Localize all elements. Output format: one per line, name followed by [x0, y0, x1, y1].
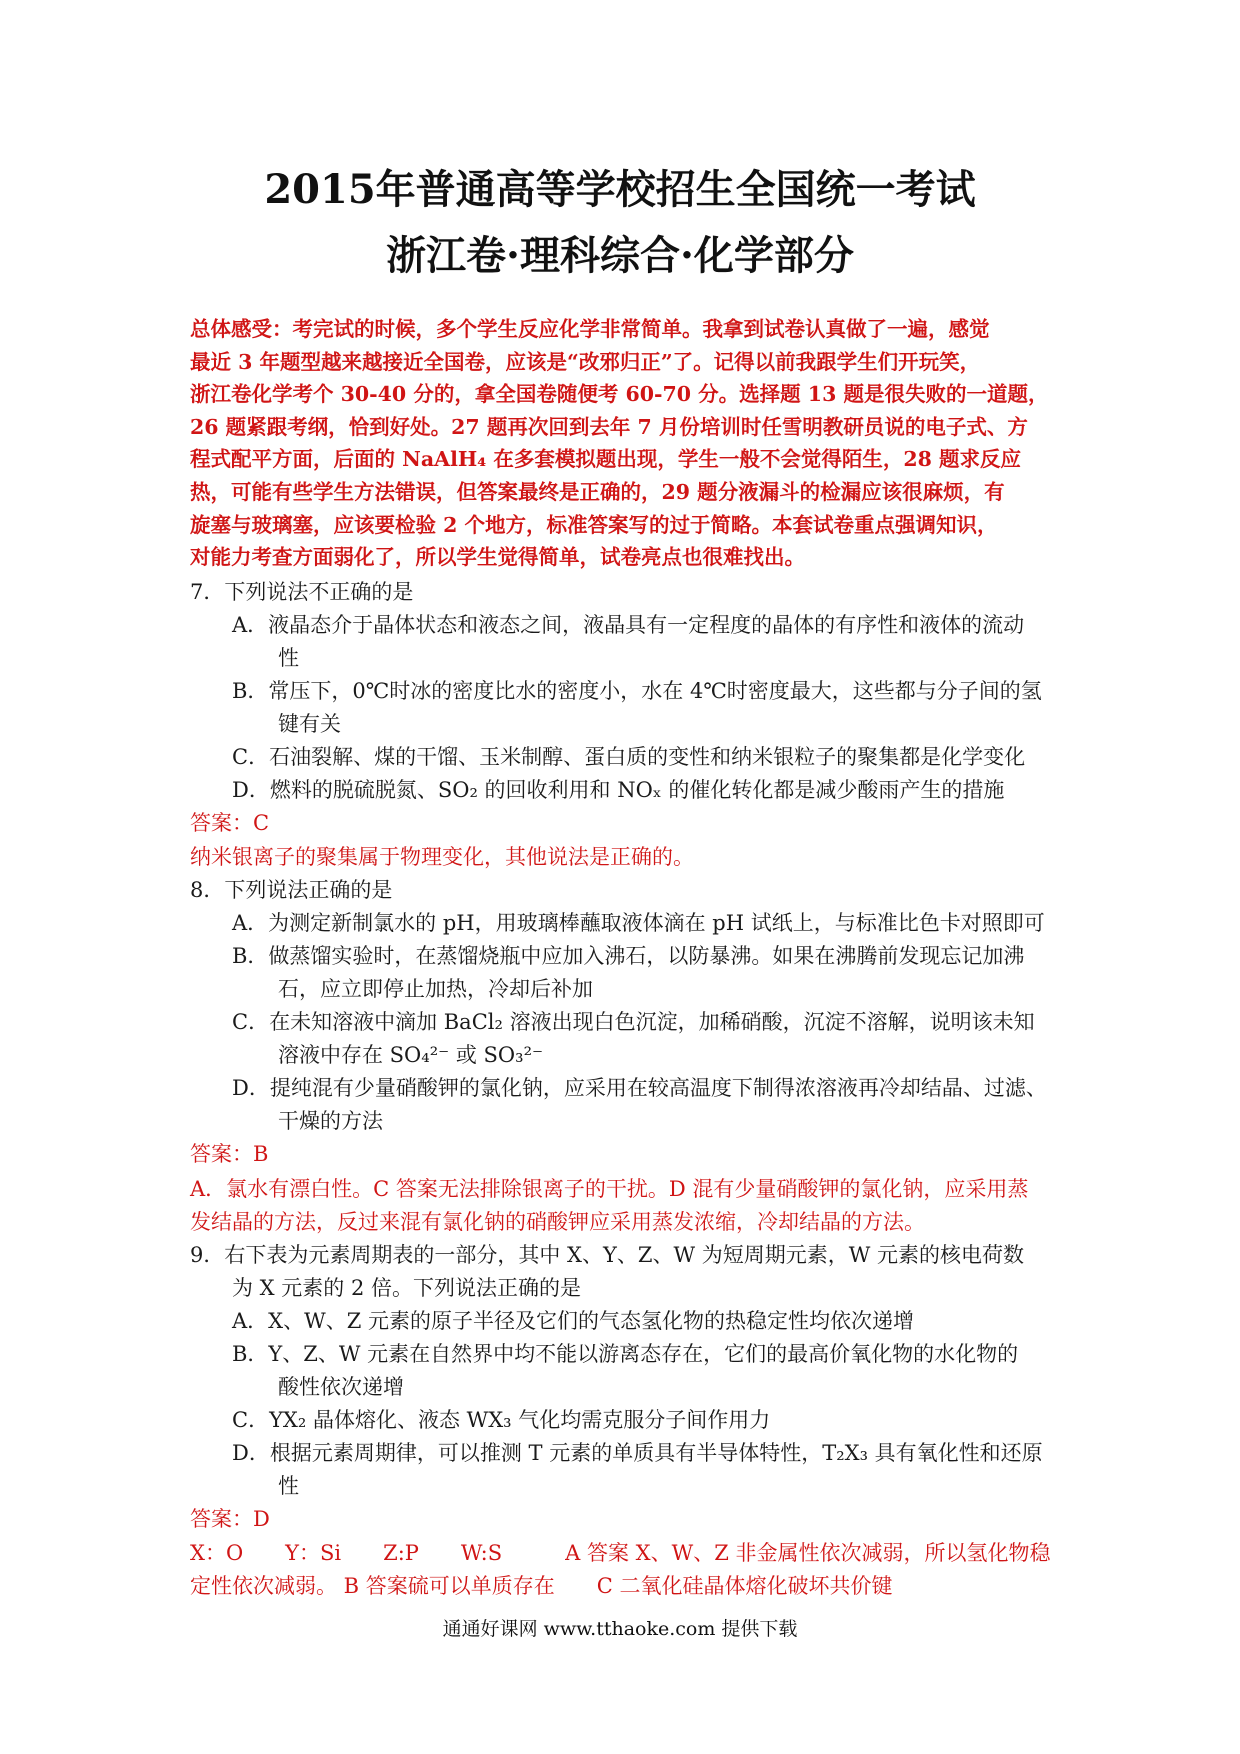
- question-8-explanation: A．氯水有漂白性。C 答案无法排除银离子的干扰。D 混有少量硝酸钾的氯化钠，应采用蒸: [190, 1177, 1029, 1201]
- question-8-stem: 8．下列说法正确的是: [190, 878, 393, 902]
- question-8-explanation-cont: 发结晶的方法，反过来混有氯化钠的硝酸钾应采用蒸发浓缩，冷却结晶的方法。: [190, 1210, 925, 1234]
- question-9-option-d: D．根据元素周期律，可以推测 T 元素的单质具有半导体特性，T₂X₃ 具有氧化性和还原: [232, 1441, 1043, 1465]
- question-8-option-c-cont: 溶液中存在 SO₄²⁻ 或 SO₃²⁻: [278, 1043, 544, 1067]
- page-subtitle: 浙江卷·理科综合·化学部分: [386, 232, 854, 279]
- question-7-option-b: B．常压下，0℃时冰的密度比水的密度小，水在 4℃时密度最大，这些都与分子间的氢: [232, 679, 1042, 703]
- question-9-option-b-cont: 酸性依次递增: [278, 1375, 404, 1399]
- question-8-option-b-cont: 石，应立即停止加热，冷却后补加: [278, 977, 593, 1001]
- question-9-option-d-cont: 性: [278, 1474, 299, 1498]
- question-7-option-c: C．石油裂解、煤的干馏、玉米制醇、蛋白质的变性和纳米银粒子的聚集都是化学变化: [232, 745, 1026, 769]
- question-7-option-d: D．燃料的脱硫脱氮、SO₂ 的回收利用和 NOₓ 的催化转化都是减少酸雨产生的措施: [232, 778, 1005, 802]
- question-9-option-c: C．YX₂ 晶体熔化、液态 WX₃ 气化均需克服分子间作用力: [232, 1408, 771, 1432]
- summary-line: 程式配平方面，后面的 NaAlH₄ 在多套模拟题出现，学生一般不会觉得陌生，28 题求反应: [190, 447, 1021, 472]
- question-8-option-d: D．提纯混有少量硝酸钾的氯化钠，应采用在较高温度下制得浓溶液再冷却结晶、过滤、: [232, 1076, 1047, 1100]
- question-8-option-c: C．在未知溶液中滴加 BaCl₂ 溶液出现白色沉淀，加稀硝酸，沉淀不溶解，说明该未知: [232, 1010, 1035, 1034]
- question-9-stem-cont: 为 X 元素的 2 倍。下列说法正确的是: [232, 1276, 582, 1300]
- question-7-explanation: 纳米银离子的聚集属于物理变化，其他说法是正确的。: [190, 845, 694, 869]
- summary-line: 热，可能有些学生方法错误，但答案最终是正确的，29 题分液漏斗的检漏应该很麻烦，有: [190, 479, 1005, 504]
- question-9-answer: 答案：D: [190, 1507, 270, 1531]
- question-7-answer: 答案：C: [190, 811, 270, 835]
- summary-line: 对能力考查方面弱化了，所以学生觉得简单，试卷亮点也很难找出。: [190, 545, 805, 570]
- question-9-explanation-cont: 定性依次减弱。 B 答案硫可以单质存在 C 二氧化硅晶体熔化破坏共价键: [190, 1574, 893, 1598]
- summary-line: 26 题紧跟考纲，恰到好处。27 题再次回到去年 7 月份培训时任雪明教研员说的电子式、方: [190, 414, 1028, 439]
- question-8-answer: 答案：B: [190, 1142, 269, 1166]
- summary-line: 浙江卷化学考个 30-40 分的，拿全国卷随便考 60-70 分。选择题 13 题是很失败的一道题，: [190, 382, 1049, 407]
- question-7-option-a-cont: 性: [278, 646, 299, 670]
- question-7-stem: 7．下列说法不正确的是: [190, 580, 414, 604]
- summary-line: 总体感受：考完试的时候，多个学生反应化学非常简单。我拿到试卷认真做了一遍，感觉: [190, 317, 990, 341]
- question-9-stem: 9．右下表为元素周期表的一部分，其中 X、Y、Z、W 为短周期元素，W 元素的核电荷数: [190, 1243, 1024, 1267]
- summary-line: 旋塞与玻璃塞，应该要检验 2 个地方，标准答案写的过于简略。本套试卷重点强调知识，: [190, 512, 998, 537]
- summary-paragraph: [190, 313, 1062, 574]
- question-7-option-a: A．液晶态介于晶体状态和液态之间，液晶具有一定程度的晶体的有序性和液体的流动: [232, 613, 1025, 637]
- page-footer: 通通好课网 www.tthaoke.com 提供下载: [442, 1618, 798, 1640]
- page-title: 2015年普通高等学校招生全国统一考试: [264, 166, 976, 213]
- question-8-option-a: A．为测定新制氯水的 pH，用玻璃棒蘸取液体滴在 pH 试纸上，与标准比色卡对照即可: [232, 911, 1045, 935]
- summary-line: 最近 3 年题型越来越接近全国卷，应该是“改邪归正”了。记得以前我跟学生们开玩笑，: [190, 349, 981, 374]
- question-9-option-a: A．X、W、Z 元素的原子半径及它们的气态氢化物的热稳定性均依次递增: [232, 1309, 914, 1333]
- question-9-option-b: B．Y、Z、W 元素在自然界中均不能以游离态存在，它们的最高价氧化物的水化物的: [232, 1342, 1019, 1366]
- question-7-option-b-cont: 键有关: [278, 712, 341, 736]
- question-8-option-d-cont: 干燥的方法: [278, 1109, 383, 1133]
- question-9-explanation: X：O Y：Si Z:P W:S A 答案 X、W、Z 非金属性依次减弱，所以氢化物稳: [190, 1541, 1051, 1565]
- question-8-option-b: B．做蒸馏实验时，在蒸馏烧瓶中应加入沸石，以防暴沸。如果在沸腾前发现忘记加沸: [232, 944, 1025, 968]
